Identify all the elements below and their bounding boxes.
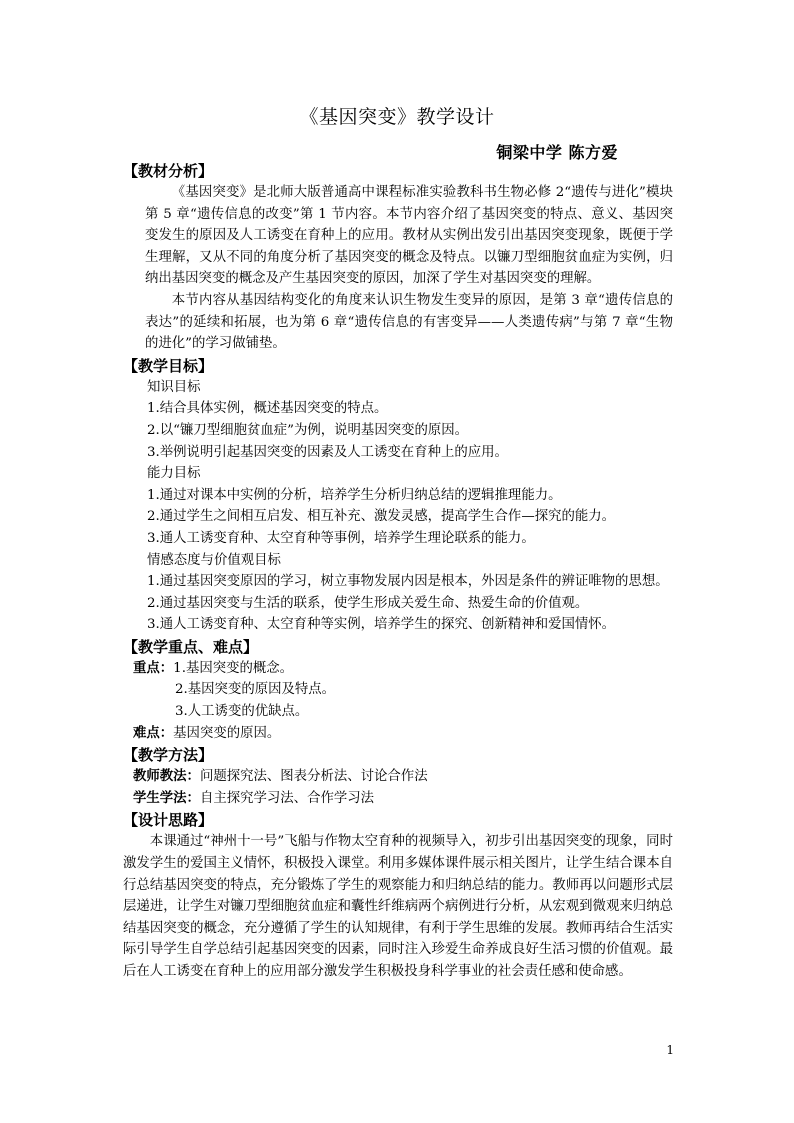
learning-method-row bbox=[133, 788, 673, 810]
learning-method-label: 学生学法： bbox=[133, 790, 200, 806]
emotion-goal-item: 3.通人工诱变育种、太空育种等实例，培养学生的探究、创新精神和爱国情怀。 bbox=[147, 617, 616, 633]
section-heading-design: 【设计思路】 bbox=[123, 811, 214, 830]
section-heading-material: 【教材分析】 bbox=[123, 162, 214, 180]
key-point-item: 3.人工诱变的优缺点。 bbox=[175, 704, 309, 720]
material-paragraph-1: 《基因突变》是北师大版普通高中课程标准实验教科书生物必修 2“遗传与进化”模块第 5 章“遗传信息的改变”第 1 节内容。本节内容介绍了基因突变的特点、意义、基因突变发生的原因及人工诱变在育种上的应用。教材从实例出发引出基因突变现象，既便于学生理解，又从不同的角度分析了基因突变的概念及特点。以镰刀型细胞贫血症为实例，归纳出基因突变的概念及产生基因突变的原因，加深了学生对基因突变的理解。 bbox=[145, 185, 673, 287]
key-point-item: 2.基因突变的原因及特点。 bbox=[175, 682, 336, 698]
author-line: 铜梁中学 陈方爱 bbox=[496, 143, 618, 162]
knowledge-goal-item: 1.结合具体实例，概述基因突变的特点。 bbox=[147, 401, 388, 417]
difficult-point-label: 难点： bbox=[133, 725, 174, 741]
difficult-point-text: 基因突变的原因。 bbox=[173, 725, 281, 741]
ability-goal-item: 3.通人工诱变育种、太空育种等事例，培养学生理论联系的能力。 bbox=[147, 530, 535, 546]
section-heading-goals: 【教学目标】 bbox=[123, 356, 214, 375]
emotion-goal-item: 1.通过基因突变原因的学习，树立事物发展内因是根本，外因是条件的辨证唯物的思想。 bbox=[147, 574, 669, 590]
teaching-method-label: 教师教法： bbox=[133, 769, 200, 785]
key-point-label: 重点： bbox=[133, 660, 174, 676]
emotion-goal-item: 2.通过基因突变与生活的联系，使学生形成关爱生命、热爱生命的价值观。 bbox=[147, 595, 589, 611]
teaching-method-row bbox=[133, 766, 673, 788]
section-heading-key-points: 【教学重点、难点】 bbox=[123, 637, 259, 656]
emotion-goals-title: 情感态度与价值观目标 bbox=[147, 552, 281, 568]
teaching-method-text: 问题探究法、图表分析法、讨论合作法 bbox=[199, 769, 428, 785]
knowledge-goal-item: 2.以“镰刀型细胞贫血症”为例，说明基因突变的原因。 bbox=[147, 422, 469, 438]
design-paragraph: 本课通过“神州十一号”飞船与作物太空育种的视频导入，初步引出基因突变的现象，同时激发学生的爱国主义情怀，积极投入课堂。利用多媒体课件展示相关图片，让学生结合课本自行总结基因突变的特点，充分锻炼了学生的观察能力和归纳总结的能力。教师再以问题形式层层递进，让学生对镰刀型细胞贫血症和囊性纤维病两个病例进行分析，从宏观到微观来归纳总结基因突变的概念，充分遵循了学生的认知规律，有利于学生思维的发展。教师再结合生活实际引导学生自学总结引起基因突变的因素，同时注入珍爱生命养成良好生活习惯的价值观。最后在人工诱变在育种上的应用部分激发学生积极投身科学事业的社会责任感和使命感。 bbox=[123, 834, 673, 979]
knowledge-goal-item: 3.举例说明引起基因突变的因素及人工诱变在育种上的应用。 bbox=[147, 444, 508, 460]
ability-goal-item: 2.通过学生之间相互启发、相互补充、激发灵感，提高学生合作—探究的能力。 bbox=[147, 509, 616, 525]
key-point-row bbox=[133, 658, 673, 680]
learning-method-text: 自主探究学习法、合作学习法 bbox=[199, 790, 375, 806]
document-body bbox=[123, 160, 673, 983]
material-paragraph-2: 本节内容从基因结构变化的角度来认识生物发生变异的原因，是第 3 章“遗传信息的表达”的延续和拓展，也为第 6 章“遗传信息的有害变异——人类遗传病”与第 7 章“生物的进化”的学习做铺垫。 bbox=[145, 292, 673, 352]
key-point-item: 1.基因突变的概念。 bbox=[173, 660, 294, 676]
ability-goal-item: 1.通过对课本中实例的分析，培养学生分析归纳总结的逻辑推理能力。 bbox=[147, 487, 562, 503]
difficult-point-row bbox=[133, 723, 673, 745]
knowledge-goals-title: 知识目标 bbox=[147, 379, 201, 395]
section-heading-methods: 【教学方法】 bbox=[123, 746, 214, 765]
ability-goals-title: 能力目标 bbox=[147, 466, 201, 482]
document-title: 《基因突变》教学设计 bbox=[299, 106, 495, 128]
page-number: 1 bbox=[666, 1043, 674, 1057]
